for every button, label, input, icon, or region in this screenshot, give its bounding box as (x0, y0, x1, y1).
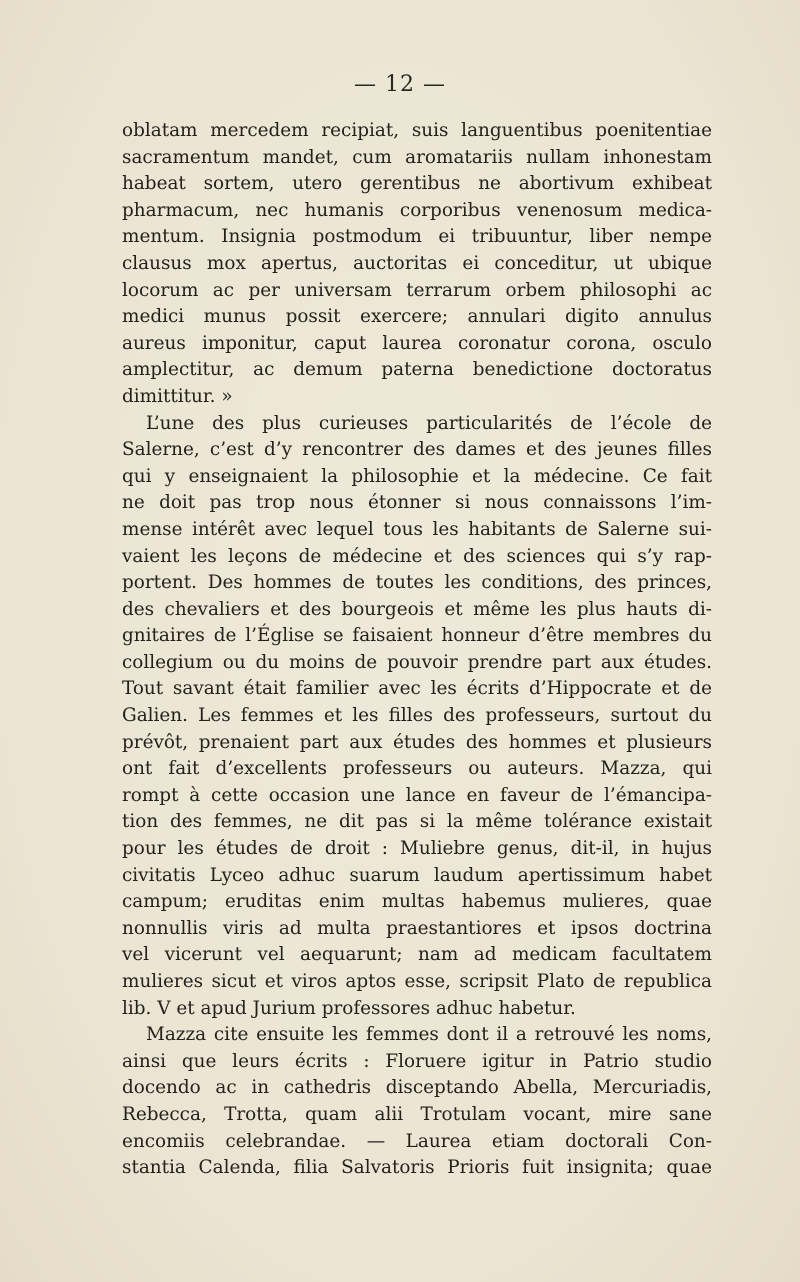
text-line: encomiis celebrandae. — Laurea etiam doctorali Con- (122, 1130, 712, 1152)
text-line: aureus imponitur, caput laurea coronatur corona, osculo (122, 332, 712, 354)
paragraph-1 (122, 118, 712, 411)
text-line: stantia Calenda, filia Salvatoris Prioris fuit insignita; quae (122, 1157, 712, 1179)
text-line: pharmacum, nec humanis corporibus venenosum medica- (122, 199, 712, 221)
body-text (122, 118, 712, 1182)
text-line: vel vicerunt vel aequarunt; nam ad medicam facultatem (122, 944, 712, 966)
text-line: qui y enseignaient la philosophie et la médecine. Ce fait (122, 465, 712, 487)
text-line: portent. Des hommes de toutes les conditions, des princes, (122, 572, 712, 594)
text-line: mense intérêt avec lequel tous les habitants de Salerne sui- (122, 518, 712, 540)
text-line: rompt à cette occasion une lance en faveur de l’émancipa- (122, 784, 712, 806)
text-line: docendo ac in cathedris disceptando Abella, Mercuriadis, (122, 1077, 712, 1099)
text-line: Rebecca, Trotta, quam alii Trotulam vocant, mire sane (122, 1103, 712, 1125)
text-line: pour les études de droit : Muliebre genus, dit-il, in hujus (122, 838, 712, 860)
text-line: tion des femmes, ne dit pas si la même tolérance existait (122, 811, 712, 833)
text-line: L’une des plus curieuses particularités de l’école de (146, 412, 712, 434)
text-line: oblatam mercedem recipiat, suis languentibus poenitentiae (122, 120, 712, 141)
text-line: ainsi que leurs écrits : Floruere igitur in Patrio studio (122, 1050, 712, 1072)
text-line: Galien. Les femmes et les filles des professeurs, surtout du (122, 705, 712, 727)
text-line: prévôt, prenaient part aux études des hommes et plusieurs (122, 731, 712, 753)
text-line: civitatis Lyceo adhuc suarum laudum apertissimum habet (122, 864, 712, 886)
text-line: vaient les leçons de médecine et des sciences qui s’y rap- (122, 545, 712, 567)
text-line: ont fait d’excellents professeurs ou auteurs. Mazza, qui (122, 758, 712, 780)
text-line: dimittitur. » (122, 385, 233, 407)
text-line: gnitaires de l’Église se faisaient honneur d’être membres du (122, 625, 712, 647)
paragraph-2 (122, 411, 712, 1023)
text-line: collegium ou du moins de pouvoir prendre part aux études. (122, 651, 712, 673)
text-line: clausus mox apertus, auctoritas ei conceditur, ut ubique (122, 252, 712, 274)
text-line: mentum. Insignia postmodum ei tribuuntur, liber nempe (122, 226, 712, 248)
text-line: sacramentum mandet, cum aromatariis nullam inhonestam (122, 146, 712, 168)
text-line: ne doit pas trop nous étonner si nous connaissons l’im- (122, 492, 712, 514)
page-number: — 12 — (354, 72, 446, 97)
text-line: habeat sortem, utero gerentibus ne abortivum exhibeat (122, 173, 712, 195)
text-line: nonnullis viris ad multa praestantiores et ipsos doctrina (122, 917, 712, 939)
text-line: lib. V et apud Jurium professores adhuc habetur. (122, 997, 576, 1019)
text-line: Salerne, c’est d’y rencontrer des dames et des jeunes filles (122, 439, 712, 461)
paragraph-3 (122, 1022, 712, 1182)
text-line: medici munus possit exercere; annulari digito annulus (122, 306, 712, 328)
text-line: mulieres sicut et viros aptos esse, scripsit Plato de republica (122, 971, 712, 992)
text-line: campum; eruditas enim multas habemus mulieres, quae (122, 891, 712, 913)
text-line: des chevaliers et des bourgeois et même les plus hauts di- (122, 598, 712, 620)
text-line: amplectitur, ac demum paterna benedictione doctoratus (122, 359, 712, 381)
text-line: locorum ac per universam terrarum orbem philosophi ac (122, 279, 712, 301)
text-line: Tout savant était familier avec les écrits d’Hippocrate et de (122, 678, 712, 700)
text-line: Mazza cite ensuite les femmes dont il a retrouvé les noms, (146, 1024, 712, 1046)
